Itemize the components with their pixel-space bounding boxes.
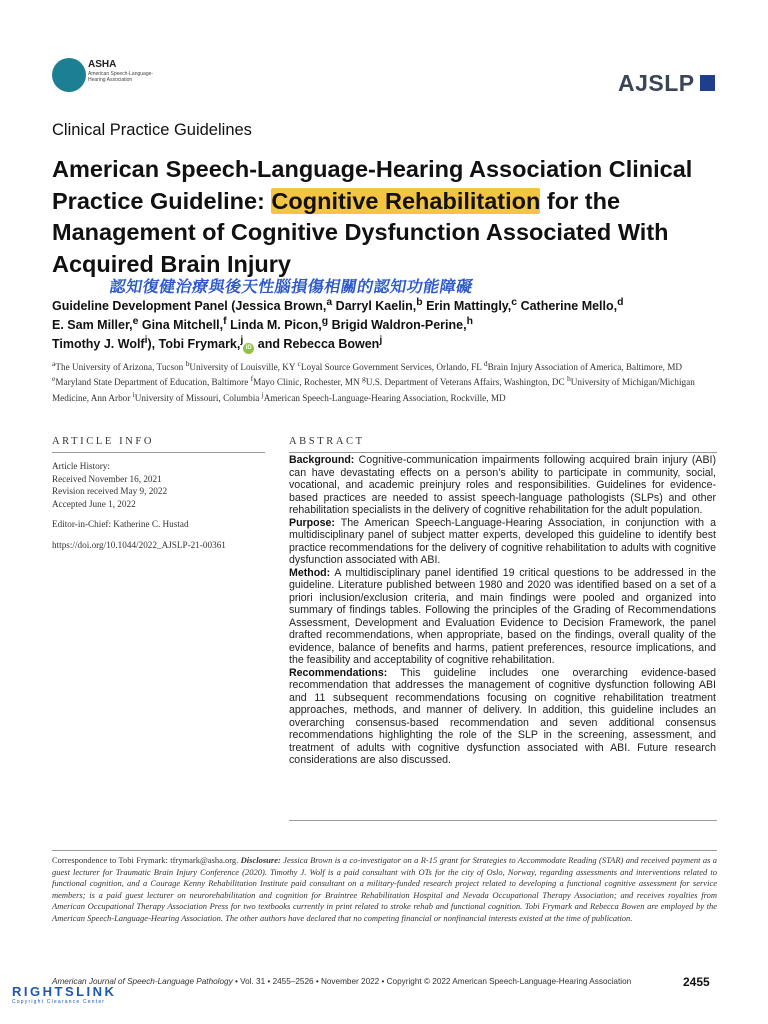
asha-logo-name: ASHA bbox=[88, 59, 117, 70]
article-title bbox=[52, 154, 732, 280]
article-info-heading: ARTICLE INFO bbox=[52, 436, 155, 447]
revised-date: Revision received May 9, 2022 bbox=[52, 486, 168, 497]
abstract-recommendations: Recommendations: This guideline includes one overarching evidence-based recommendation that addresses the management of cognitive dysfunction following ABI and 11 subsequent recommendations focusing on cognitive rehabilitation treatment approaches, methods, and manner of delivery. In addition, this guideline includes an overarching consensus-based recommendation and seven additional consensus recommendations highlighting the role of the SLP in the screening, assessment, and treatment of adults with cognitive dysfunction associated with ABI. Future research considerations are also discussed. bbox=[289, 666, 716, 766]
divider bbox=[52, 452, 265, 453]
title-highlight: Cognitive Rehabilitation bbox=[271, 187, 541, 214]
asha-logo-mark bbox=[52, 58, 86, 92]
abstract-heading: ABSTRACT bbox=[289, 436, 365, 447]
received-date: Received November 16, 2021 bbox=[52, 473, 162, 484]
divider bbox=[289, 452, 717, 453]
journal-abbrev: AJSLP bbox=[618, 70, 695, 96]
journal-name: American Journal of Speech-Language Pathology bbox=[52, 977, 233, 986]
abstract-method: Method: A multidisciplinary panel identified 19 critical questions to be addressed in the guideline. Literature published between 1980 and 2020 was identified based on a set of a priori inclusion/exclusion criteria, and main findings were pooled and organized into summary of findings tables. Following the principles of the Grading of Recommendations Assessment, Development and Evaluation Evidence to Decision Framework, the panel drafted recommendations, when appropriate, based on the findings, overall quality of the evidence, balance of benefits and harms, patient preferences, resource implications, and the feasibility and acceptability of cognitive rehabilitation. bbox=[289, 566, 716, 666]
abstract-body bbox=[289, 454, 716, 767]
journal-logo-square bbox=[700, 75, 715, 91]
section-label: Clinical Practice Guidelines bbox=[52, 121, 252, 139]
abstract-background: Background: Cognitive-communication impairments following acquired brain injury (ABI) can have devastating effects on a person’s ability to participate in community, social, vocational, and academic preinjury roles and responsibilities. Guidelines for evidence-based practices are needed to assist speech-language pathologists (SLPs) and other rehabilitation specialists in the delivery of cognitive rehabilitation for the adult population. bbox=[289, 454, 716, 516]
article-history-label: Article History: bbox=[52, 461, 110, 471]
page-footer: American Journal of Speech-Language Pathology • Vol. 31 • 2455–2526 • November 2022 • Copyright © 2022 American Speech-Language-Hearing Association bbox=[52, 977, 632, 986]
orcid-icon[interactable]: iD bbox=[243, 343, 254, 354]
asha-logo bbox=[52, 58, 252, 96]
doi-link[interactable]: https://doi.org/10.1044/2022_AJSLP-21-00361 bbox=[52, 539, 226, 550]
rightslink-subtitle: Copyright Clearance Center bbox=[12, 999, 106, 1005]
chinese-annotation: 認知復健治療與後天性腦損傷相關的認知功能障礙 bbox=[108, 277, 475, 296]
divider bbox=[52, 850, 717, 851]
title-part-2: for the Management of Cognitive Dysfunction Associated With Acquired Brain Injury bbox=[52, 187, 669, 277]
accepted-date: Accepted June 1, 2022 bbox=[52, 498, 136, 509]
title-part-1: American Speech-Language-Hearing Association Clinical Practice Guideline: bbox=[52, 156, 693, 214]
article-info bbox=[52, 460, 267, 552]
editor-in-chief: Editor-in-Chief: Katherine C. Hustad bbox=[52, 519, 189, 530]
divider bbox=[289, 820, 717, 821]
asha-logo-subtitle: American Speech-Language-Hearing Association bbox=[88, 71, 154, 83]
rightslink-watermark: RIGHTSLINK bbox=[12, 984, 117, 999]
abstract-purpose: Purpose: The American Speech-Language-Hearing Association, in conjunction with a multidisciplinary panel of subject matter experts, developed this guideline to identify best practice recommendations for the delivery of cognitive rehabilitation to adults with cognitive dysfunction associated with ABI. bbox=[289, 516, 716, 566]
page-number: 2455 bbox=[683, 975, 710, 989]
correspondence-footnote: Correspondence to Tobi Frymark: tfrymark@asha.org. Disclosure: Jessica Brown is a co-investigator on a R-15 grant for Strategies to Accommodate Reading (STAR) and received payment as a guest lecturer for Traumatic Brain Injury Conference (2020). Timothy J. Wolf is a paid consultant with OTs for the city of Oslo, Norway, regarding assessments and interventions related to functional cognition, and a Courage Kenny Rehabilitation Institute paid consultant on a military-funded research project related to developing a functional cognitive assessment for service members; is a paid guest lecturer on neurorehabilitation and cognition for Braintree Rehabilitation Hospital and Nevada Occupational Therapy Association; and receives royalties from American Occupational Therapy Association Press for two textbooks currently in print related to stroke rehab and functional cognition. Tobi Frymark and Rebecca Bowen are employed by the American Speech-Language-Hearing Association. The other authors have declared that no competing financial or nonfinancial interests existed at the time of publication. bbox=[52, 855, 717, 923]
affiliations: $^a$The University of Arizona, Tucson $^b$University of Louisville, KY $^c$Loyal Source Government Services, Orlando, FL $^d$Brain Injury Association of America, Baltimore, MD $^e$Maryland State Department of Education, Baltimore $^f$Mayo Clinic, Rochester, MN $^g$U.S. Department of Veterans Affairs, Washington, DC $^h$University of Michigan/Michigan Medicine, Ann Arbor $^i$University of Missouri, Columbia $^j$American Speech-Language-Hearing Association, Rockville, MD bbox=[52, 359, 695, 403]
author-list: Guideline Development Panel (Jessica Brown,$^a$ Darryl Kaelin,$^b$ Erin Mattingly,$^c$ Catherine Mello,$^d$ E. Sam Miller,$^e$ Gina Mitchell,$^f$ Linda M. Picon,$^g$ Brigid Waldron-Perine,$^h$ Timothy J. Wolf$^i$), Tobi Frymark,$^j$iD and Rebecca Bowen$^j$ bbox=[52, 295, 732, 354]
